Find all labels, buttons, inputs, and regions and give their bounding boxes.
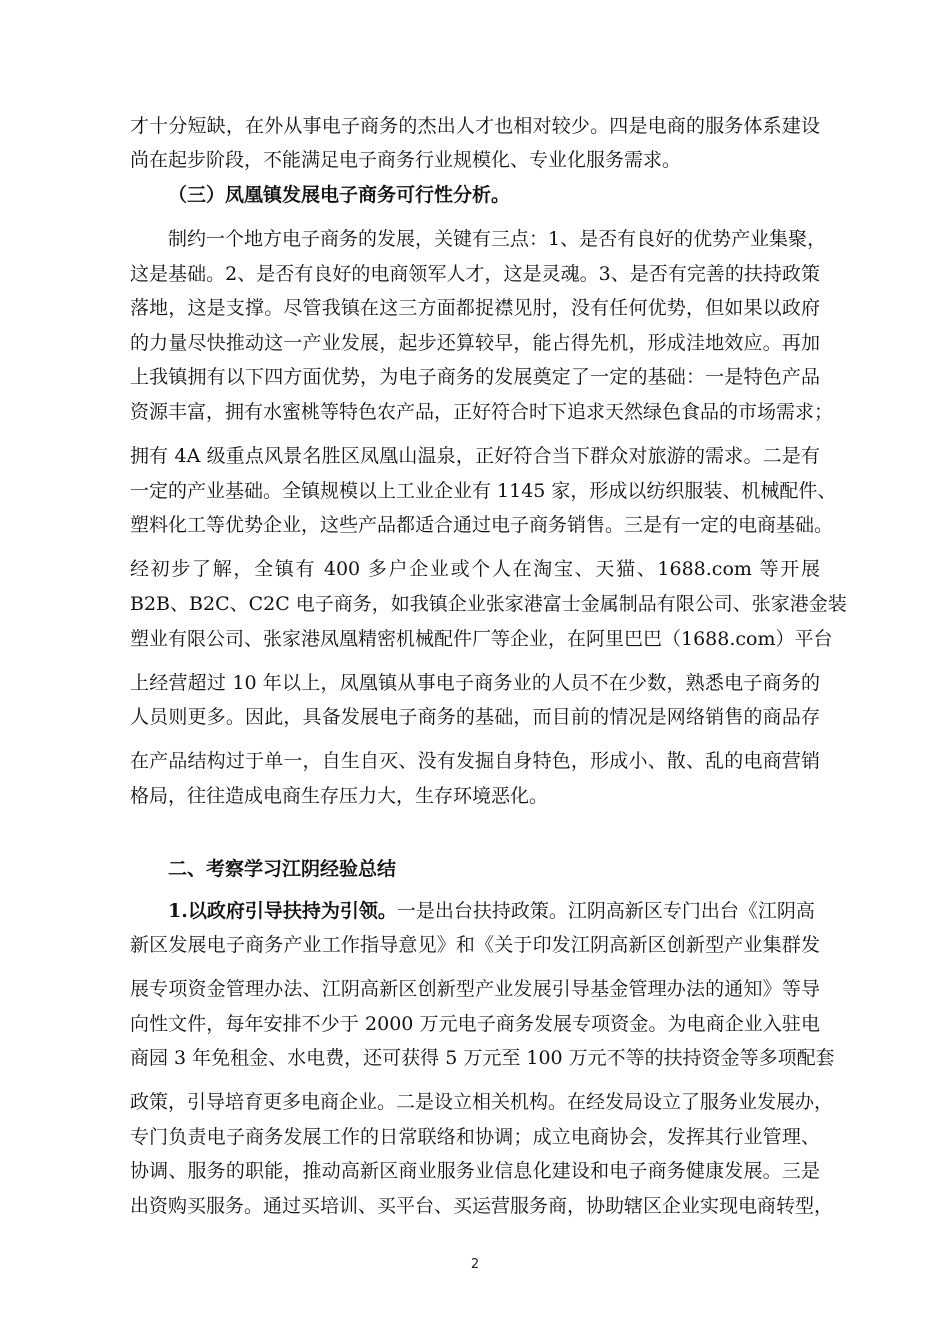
body-text-line: 人员则更多。因此，具备发展电子商务的基础，而目前的情况是网络销售的商品存 bbox=[130, 706, 820, 728]
section-heading: 二、考察学习江阴经验总结 bbox=[168, 858, 397, 880]
body-text-line: 尚在起步阶段，不能满足电子商务行业规模化、专业化服务需求。 bbox=[130, 149, 682, 171]
body-text-line: B2B、B2C、C2C 电子商务，如我镇企业张家港富士金属制品有限公司、张家港金装 bbox=[130, 593, 847, 615]
body-text-line: 经初步了解，全镇有 400 多户企业或个人在淘宝、天猫、1688.com 等开展 bbox=[130, 558, 820, 580]
body-text-line: 商园 3 年免租金、水电费，还可获得 5 万元至 100 万元不等的扶持资金等多项配套 bbox=[130, 1047, 835, 1069]
body-text-line: 一定的产业基础。全镇规模以上工业企业有 1145 家，形成以纺织服装、机械配件、 bbox=[130, 480, 837, 502]
body-text-line: 新区发展电子商务产业工作指导意见》和《关于印发江阴高新区创新型产业集群发 bbox=[130, 934, 820, 956]
page-number: 2 bbox=[470, 1257, 480, 1272]
lead-continuation: 一是出台扶持政策。江阴高新区专门出台《江阴高 bbox=[396, 900, 815, 922]
body-text-line: 格局，往往造成电商生存压力大，生存环境恶化。 bbox=[130, 785, 549, 807]
lead-phrase: 1.以政府引导扶持为引领。 bbox=[168, 900, 397, 922]
section-heading: （三）凤凰镇发展电子商务可行性分析。 bbox=[168, 184, 511, 206]
body-text-line: 落地，这是支撑。尽管我镇在这三方面都捉襟见肘，没有任何优势，但如果以政府 bbox=[130, 297, 820, 319]
body-text-line: 这是基础。2、是否有良好的电商领军人才，这是灵魂。3、是否有完善的扶持政策 bbox=[130, 263, 820, 285]
body-text-line: 资源丰富，拥有水蜜桃等特色农产品，正好符合时下追求天然绿色食品的市场需求； bbox=[130, 401, 834, 423]
body-text-line: 上我镇拥有以下四方面优势，为电子商务的发展奠定了一定的基础：一是特色产品 bbox=[130, 366, 820, 388]
body-text-line bbox=[168, 899, 820, 923]
body-text-line: 展专项资金管理办法、江阴高新区创新型产业发展引导基金管理办法的通知》等导 bbox=[130, 978, 820, 1000]
body-text-line: 拥有 4A 级重点风景名胜区凤凰山温泉，正好符合当下群众对旅游的需求。二是有 bbox=[130, 445, 820, 467]
body-text-line: 制约一个地方电子商务的发展，关键有三点：1、是否有良好的优势产业集聚， bbox=[168, 228, 827, 250]
body-text-line: 专门负责电子商务发展工作的日常联络和协调；成立电商协会，发挥其行业管理、 bbox=[130, 1126, 820, 1148]
body-text-line: 塑料化工等优势企业，这些产品都适合通过电子商务销售。三是有一定的电商基础。 bbox=[130, 514, 834, 536]
body-text-line: 政策，引导培育更多电商企业。二是设立相关机构。在经发局设立了服务业发展办， bbox=[130, 1091, 834, 1113]
body-text-line: 的力量尽快推动这一产业发展，起步还算较早，能占得先机，形成洼地效应。再加 bbox=[130, 332, 820, 354]
body-text-line: 在产品结构过于单一，自生自灭、没有发掘自身特色，形成小、散、乱的电商营销 bbox=[130, 750, 820, 772]
body-text-line: 出资购买服务。通过买培训、买平台、买运营服务商，协助辖区企业实现电商转型， bbox=[130, 1195, 834, 1217]
body-text-line: 塑业有限公司、张家港凤凰精密机械配件厂等企业，在阿里巴巴（1688.com）平台 bbox=[130, 628, 833, 650]
body-text-line: 上经营超过 10 年以上，凤凰镇从事电子商务业的人员不在少数，熟悉电子商务的 bbox=[130, 672, 820, 694]
body-text-line: 才十分短缺，在外从事电子商务的杰出人才也相对较少。四是电商的服务体系建设 bbox=[130, 115, 820, 137]
body-text-line: 协调、服务的职能，推动高新区商业服务业信息化建设和电子商务健康发展。三是 bbox=[130, 1160, 820, 1182]
body-text-line: 向性文件，每年安排不少于 2000 万元电子商务发展专项资金。为电商企业入驻电 bbox=[130, 1013, 820, 1035]
